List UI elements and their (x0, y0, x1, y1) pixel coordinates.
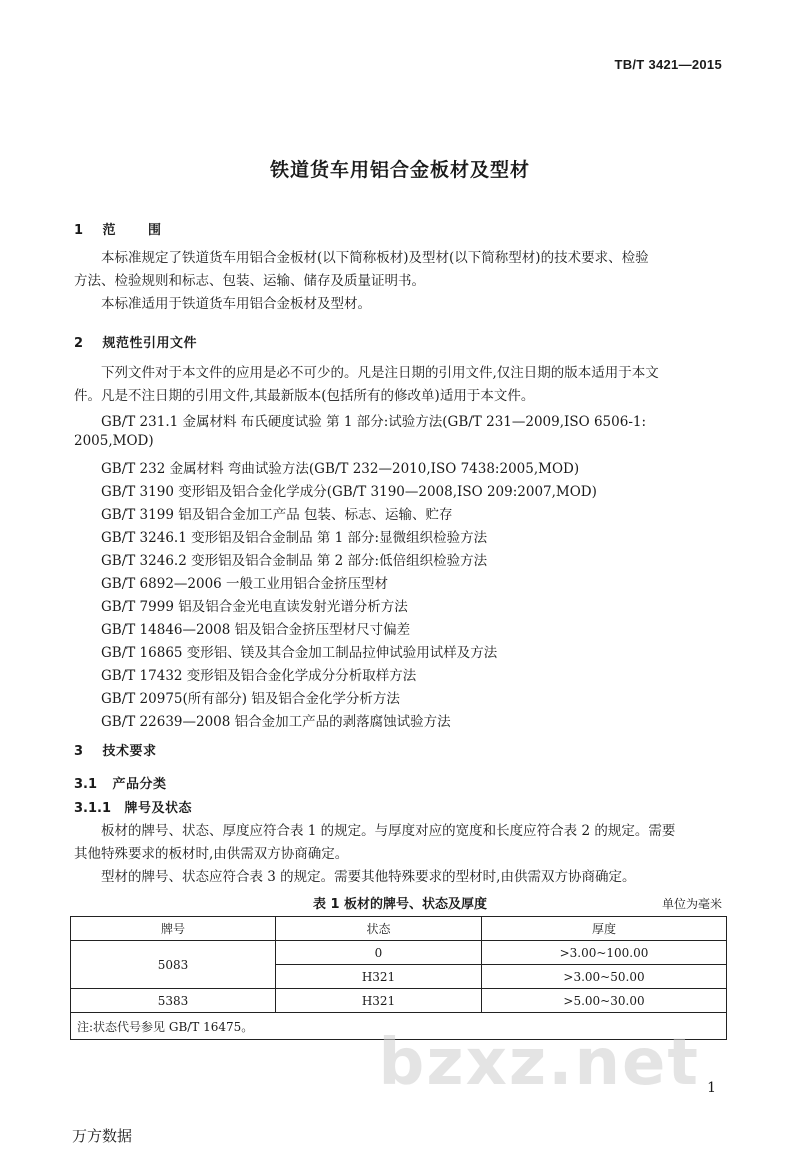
section-3-body (74, 820, 734, 889)
reference-item: GB/T 232 金属材料 弯曲试验方法(GB/T 232—2010,ISO 7438:2005,MOD) (101, 461, 580, 477)
table-unit: 单位为毫米 (661, 897, 722, 911)
table-row (71, 989, 727, 1013)
section-number: 3 (74, 744, 84, 759)
subsection-number: 3.1 (74, 777, 98, 792)
table-note: 注:状态代号参见 GB/T 16475。 (71, 1013, 727, 1040)
table-cell-state: 0 (276, 941, 482, 965)
reference-item: GB/T 6892—2006 一般工业用铝合金挤压型材 (101, 576, 389, 592)
subsection-3-1-heading (74, 773, 167, 792)
reference-item: GB/T 16865 变形铝、镁及其合金加工制品拉伸试验用试样及方法 (101, 645, 498, 661)
reference-item: GB/T 14846—2008 铝及铝合金挤压型材尺寸偏差 (101, 622, 411, 638)
table-cell-thickness: >3.00~100.00 (482, 941, 727, 965)
reference-item: GB/T 3190 变形铝及铝合金化学成分(GB/T 3190—2008,ISO 209:2007,MOD) (101, 484, 597, 500)
section-1-body (74, 247, 734, 316)
section-number: 2 (74, 336, 84, 351)
document-title: 铁道货车用铝合金板材及型材 (269, 159, 530, 181)
reference-item: GB/T 231.1 金属材料 布氏硬度试验 第 1 部分:试验方法(GB/T 231—2009,ISO 6506-1: (101, 414, 647, 430)
paragraph-line: 本标准适用于铁道货车用铝合金板材及型材。 (101, 296, 371, 312)
standard-code: TB/T 3421—2015 (614, 57, 722, 72)
table-grade-state-thickness (70, 916, 727, 1040)
table-cell-thickness: >3.00~50.00 (482, 965, 727, 989)
footer-source: 万方数据 (72, 1127, 133, 1145)
reference-item: GB/T 17432 变形铝及铝合金化学成分分析取样方法 (101, 668, 417, 684)
reference-item: GB/T 3246.1 变形铝及铝合金制品 第 1 部分:显微组织检验方法 (101, 530, 488, 546)
column-header: 牌号 (71, 917, 276, 941)
section-2-heading (74, 332, 197, 351)
column-header: 状态 (276, 917, 482, 941)
reference-item: GB/T 3246.2 变形铝及铝合金制品 第 2 部分:低倍组织检验方法 (101, 553, 488, 569)
section-title: 规范性引用文件 (102, 336, 198, 351)
subsection-title: 牌号及状态 (124, 801, 193, 816)
section-title: 范 围 (102, 223, 176, 238)
table-cell-state: H321 (276, 989, 482, 1013)
subsection-number: 3.1.1 (74, 801, 112, 816)
table-cell-thickness: >5.00~30.00 (482, 989, 727, 1013)
reference-item: GB/T 20975(所有部分) 铝及铝合金化学分析方法 (101, 691, 400, 707)
section-3-heading (74, 740, 157, 759)
reference-item: GB/T 3199 铝及铝合金加工产品 包装、标志、运输、贮存 (101, 507, 453, 523)
paragraph-line: 件。凡是不注日期的引用文件,其最新版本(包括所有的修改单)适用于本文件。 (74, 388, 535, 404)
subsection-3-1-1-heading (74, 797, 192, 816)
paragraph-line: 板材的牌号、状态、厚度应符合表 1 的规定。与厚度对应的宽度和长度应符合表 2 的规定。需要 (101, 823, 676, 839)
reference-item-continued: 2005,MOD) (74, 433, 154, 449)
table-cell-grade: 5083 (71, 941, 276, 989)
section-1-heading (74, 219, 175, 238)
subsection-title: 产品分类 (112, 777, 167, 792)
paragraph-line: 方法、检验规则和标志、包装、运输、储存及质量证明书。 (74, 273, 425, 289)
column-header: 厚度 (482, 917, 727, 941)
section-number: 1 (74, 223, 84, 238)
paragraph-line: 其他特殊要求的板材时,由供需双方协商确定。 (74, 846, 349, 862)
table-row (71, 941, 727, 965)
paragraph-line: 型材的牌号、状态应符合表 3 的规定。需要其他特殊要求的型材时,由供需双方协商确定。 (101, 869, 636, 885)
table-header-row (71, 917, 727, 941)
paragraph-line: 本标准规定了铁道货车用铝合金板材(以下简称板材)及型材(以下简称型材)的技术要求、检验 (101, 250, 649, 266)
reference-item: GB/T 7999 铝及铝合金光电直读发射光谱分析方法 (101, 599, 408, 615)
section-2-body (74, 362, 734, 408)
page-number: 1 (707, 1080, 716, 1096)
watermark: bzxz.net (378, 1026, 700, 1100)
table-cell-grade: 5383 (71, 989, 276, 1013)
paragraph-line: 下列文件对于本文件的应用是必不可少的。凡是注日期的引用文件,仅注日期的版本适用于本文 (101, 365, 659, 381)
reference-item: GB/T 22639—2008 铝合金加工产品的剥落腐蚀试验方法 (101, 714, 451, 730)
table-cell-state: H321 (276, 965, 482, 989)
section-title: 技术要求 (102, 744, 157, 759)
table-caption: 表 1 板材的牌号、状态及厚度 (312, 897, 488, 912)
